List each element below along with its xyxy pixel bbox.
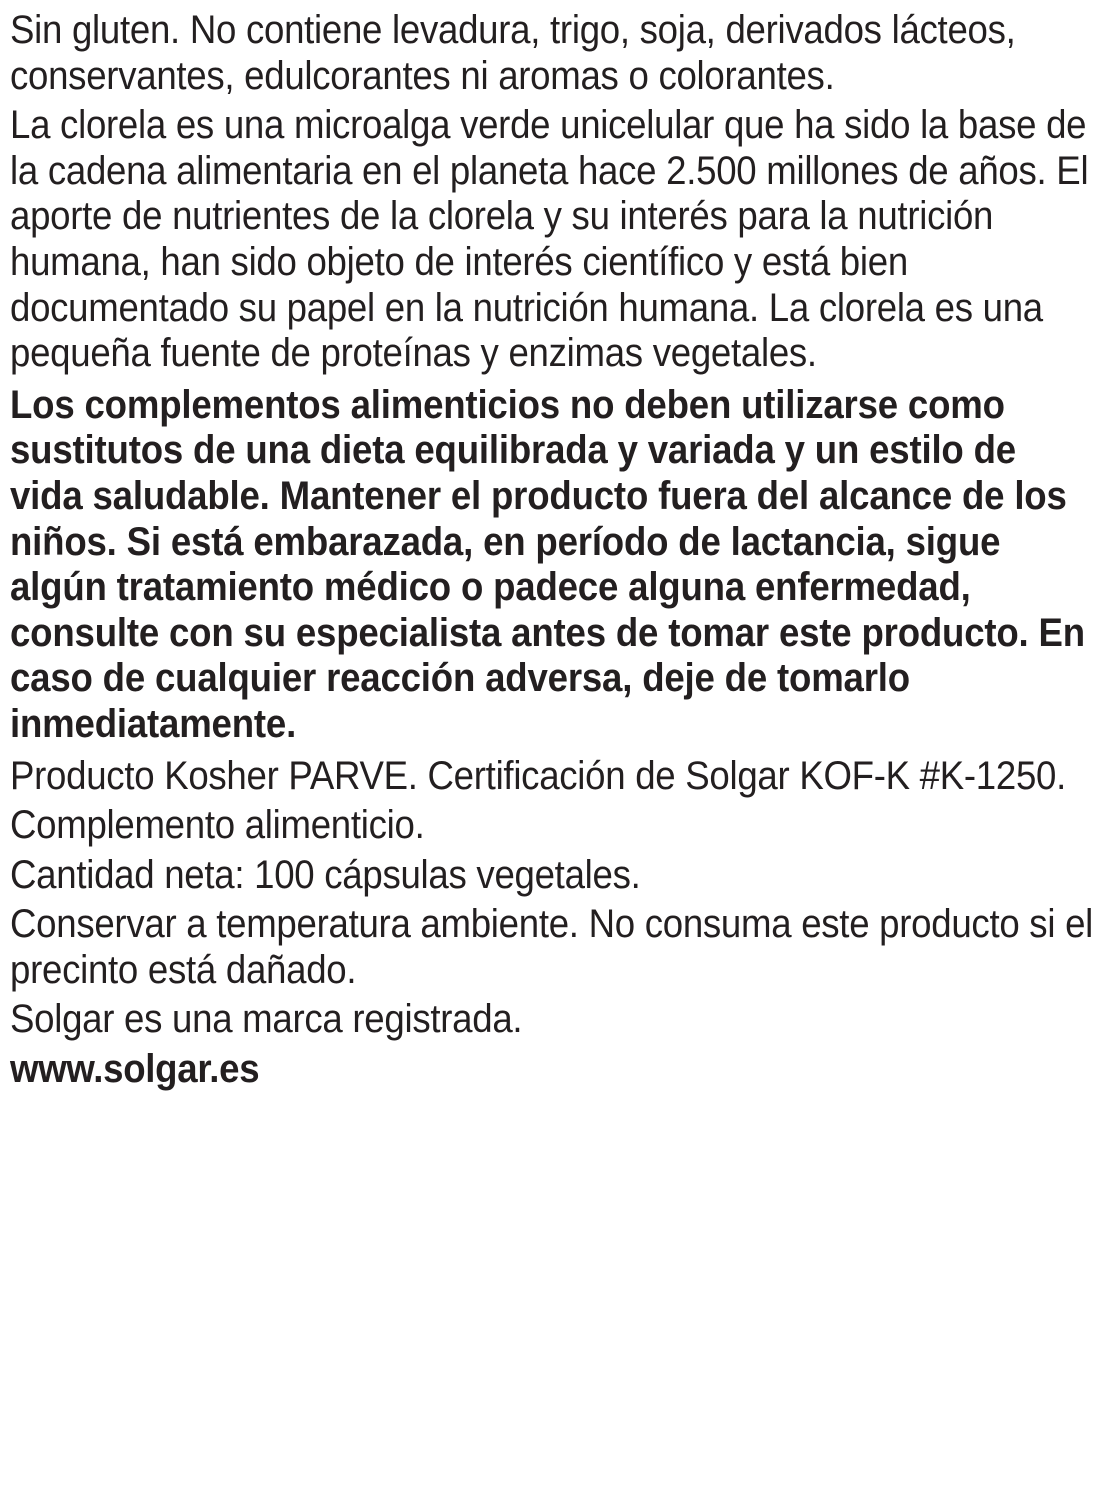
storage-instructions: Conservar a temperatura ambiente. No consuma este producto si el precinto está dañado. xyxy=(10,902,1094,992)
trademark-notice: Solgar es una marca registrada. xyxy=(10,997,523,1042)
warning-statement: Los complementos alimenticios no deben utilizarse como sustitutos de una dieta equilibrada y variada y un estilo de vida saludable. Mantener el producto fuera del alcance de los niños. Si está embarazada, en período de lactancia, sigue algún tratamiento médico o padece alguna enfermedad, consulte con su especialista antes de tomar este producto. En caso de cualquier reacción adversa, deje de tomarlo inmediatamente. xyxy=(10,382,1085,746)
chlorella-description: La clorela es una microalga verde unicelular que ha sido la base de la cadena alimentaria en el planeta hace 2.500 millones de años. El aporte de nutrientes de la clorela y su interés para la nutrición humana, han sido objeto de interés científico y está bien documentado su papel en la nutrición humana. La clorela es una pequeña fuente de proteínas y enzimas vegetales. xyxy=(10,103,1089,376)
supplement-type: Complemento alimenticio. xyxy=(10,803,425,848)
net-quantity: Cantidad neta: 100 cápsulas vegetales. xyxy=(10,852,641,897)
website-url: www.solgar.es xyxy=(10,1047,260,1092)
kosher-certification: Producto Kosher PARVE. Certificación de Solgar KOF-K #K-1250. xyxy=(10,753,1067,798)
allergen-statement: Sin gluten. No contiene levadura, trigo, soja, derivados lácteos, conservantes, edulcorantes ni aromas o colorantes. xyxy=(10,8,1016,98)
